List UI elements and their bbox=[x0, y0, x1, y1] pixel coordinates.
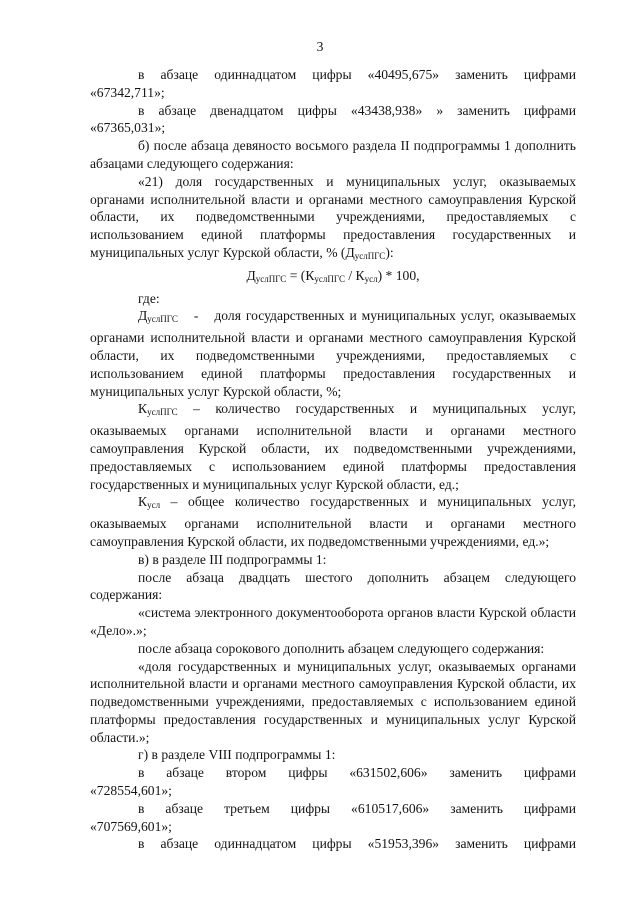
formula-numerator: К bbox=[305, 267, 315, 283]
paragraph-replace-12-line2: «67365,031»; bbox=[90, 120, 166, 136]
paragraph-replace-11-line1: в абзаце одиннадцатом цифры «40495,675» заменить цифрами bbox=[138, 67, 576, 82]
formula-lhs-subscript: услПГС bbox=[255, 273, 287, 284]
document-body bbox=[90, 66, 576, 853]
paragraph-after-40: после абзаца сорокового дополнить абзацем следующего содержания: bbox=[138, 640, 545, 656]
def3-text: – общее количество государственных и муниципальных услуг, оказываемых органами исполнительной власти и органами местного самоуправления Курской области, их подведомственными учреждениями, ед.»; bbox=[90, 494, 576, 549]
paragraph-replace-3-line2: «707569,601»; bbox=[90, 818, 172, 834]
formula-numerator-subscript: услПГС bbox=[314, 273, 345, 284]
def1-dash: - bbox=[193, 308, 199, 324]
def2-text: – количество государственных и муниципальных услуг, оказываемых органами исполнительной власти и органами местного самоуправления Курской области, их подведомственными учреждениями, предоставляемых с использованием единой платформы предоставления государственных и муниципальных услуг Курской области, ед.; bbox=[90, 401, 576, 492]
definition-d-usl-pgs bbox=[90, 307, 576, 400]
def1-subscript: услПГС bbox=[147, 314, 178, 325]
paragraph-indicator-quote: «доля государственных и муниципальных услуг, оказываемых органами исполнительной власти и органами местного самоуправления Курской области, их подведомственными учреждениями, предоставляемых с использованием единой платформы предоставления государственных и муниципальных услуг Курской области.»; bbox=[90, 658, 576, 745]
indicator-symbol-subscript: услПГС bbox=[354, 250, 386, 261]
indicator-symbol: Д bbox=[345, 244, 355, 260]
paragraph-replace-2-line1: в абзаце втором цифры «631502,606» заменить цифрами bbox=[138, 765, 576, 781]
paragraph-delo-system: «система электронного документооборота органов власти Курской области «Дело».»; bbox=[90, 605, 576, 638]
indicator-21-text: «21) доля государственных и муниципальных услуг, оказываемых органами исполнительной власти и органами местного самоуправления Курской области, их подведомственными учреждениями, предоставляемых с использованием единой платформы предоставления государственных и муниципальных услуг Курской области, % ( bbox=[90, 173, 576, 260]
formula-end: ) * 100, bbox=[377, 267, 420, 283]
definition-k-usl-pgs bbox=[90, 400, 576, 493]
def2-subscript: услПГС bbox=[147, 407, 178, 418]
page-number: 3 bbox=[316, 39, 324, 54]
paragraph-section-b: б) после абзаца девяносто восьмого раздела II подпрограммы 1 дополнить абзацами следующего содержания: bbox=[90, 138, 576, 171]
paragraph-section-g: г) в разделе VIII подпрограммы 1: bbox=[138, 747, 336, 763]
paragraph-replace-2-line2: «728554,601»; bbox=[90, 783, 172, 799]
paragraph-replace-12-line1: в абзаце двенадцатом цифры «43438,938» » заменить цифрами bbox=[138, 102, 576, 118]
formula-lhs: Д bbox=[246, 267, 256, 283]
def3-symbol: К bbox=[138, 494, 148, 510]
formula-divide: / bbox=[344, 267, 356, 283]
formula-denominator: К bbox=[355, 267, 365, 283]
paragraph-replace-11b-line1: в абзаце одиннадцатом цифры «51953,396» заменить цифрами bbox=[138, 836, 576, 852]
where-label: где: bbox=[138, 290, 160, 306]
def3-subscript: усл bbox=[147, 500, 161, 511]
paragraph-indicator-21 bbox=[90, 173, 576, 266]
def1-symbol: Д bbox=[138, 308, 148, 324]
formula-equals: = ( bbox=[286, 267, 306, 283]
indicator-tail: ): bbox=[385, 244, 394, 260]
paragraph-after-26: после абзаца двадцать шестого дополнить абзацем следующего содержания: bbox=[90, 569, 576, 603]
paragraph-replace-3-line1: в абзаце третьем цифры «610517,606» заменить цифрами bbox=[138, 800, 576, 816]
paragraph-replace-11-line2: «67342,711»; bbox=[90, 84, 165, 100]
formula-denominator-subscript: усл bbox=[364, 273, 378, 284]
paragraph-section-v: в) в разделе III подпрограммы 1: bbox=[138, 551, 327, 567]
def1-text: доля государственных и муниципальных услуг, оказываемых органами исполнительной власти и органами местного самоуправления Курской области, их подведомственными учреждениями, предоставляемых с использованием единой платформы предоставления государственных и муниципальных услуг Курской области, %; bbox=[90, 308, 576, 399]
definition-k-usl bbox=[90, 493, 576, 550]
def2-symbol: К bbox=[138, 401, 148, 417]
formula bbox=[90, 267, 576, 289]
